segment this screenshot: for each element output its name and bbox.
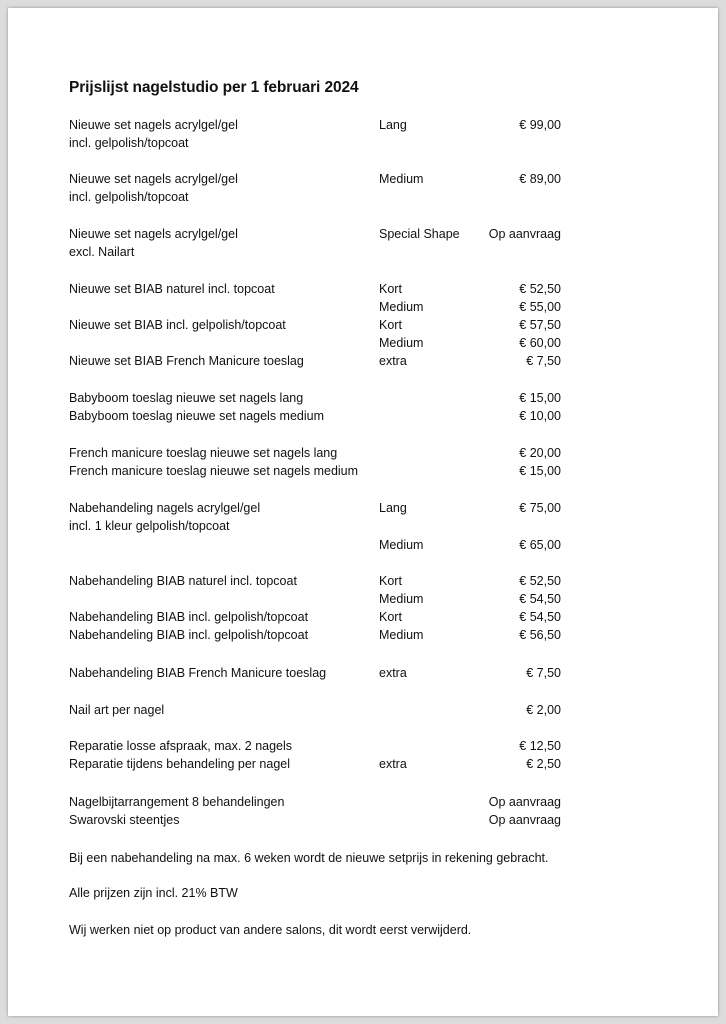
row-price: € 54,50 <box>519 592 561 606</box>
row-variant: extra <box>379 666 407 680</box>
row-description: excl. Nailart <box>69 245 135 259</box>
row-price: € 65,00 <box>519 538 561 552</box>
footer-note: Alle prijzen zijn incl. 21% BTW <box>69 886 238 900</box>
row-variant: Kort <box>379 574 402 588</box>
row-description: Nieuwe set nagels acrylgel/gel <box>69 118 238 132</box>
row-variant: Medium <box>379 538 424 552</box>
row-price: € 60,00 <box>519 336 561 350</box>
row-description: Nieuwe set BIAB naturel incl. topcoat <box>69 282 275 296</box>
row-description: French manicure toeslag nieuwe set nagels medium <box>69 464 359 478</box>
row-variant: extra <box>379 354 407 368</box>
row-description: Nagelbijtarrangement 8 behandelingen <box>69 795 285 809</box>
footer-note: Bij een nabehandeling na max. 6 weken wordt de nieuwe setprijs in rekening gebracht. <box>69 851 549 865</box>
row-variant: Kort <box>379 282 402 296</box>
row-description: incl. gelpolish/topcoat <box>69 136 189 150</box>
row-description: Swarovski steentjes <box>69 813 180 827</box>
row-description: Nail art per nagel <box>69 703 165 717</box>
row-price: € 57,50 <box>519 318 561 332</box>
row-price: € 10,00 <box>519 409 561 423</box>
row-description: Babyboom toeslag nieuwe set nagels medium <box>69 409 325 423</box>
row-price: € 75,00 <box>519 501 561 515</box>
row-description: French manicure toeslag nieuwe set nagels lang <box>69 446 338 460</box>
row-description: Reparatie losse afspraak, max. 2 nagels <box>69 739 293 753</box>
footer-note: Wij werken niet op product van andere salons, dit wordt eerst verwijderd. <box>69 923 472 937</box>
row-price: Op aanvraag <box>488 795 561 809</box>
row-price: € 52,50 <box>519 574 561 588</box>
row-variant: Lang <box>379 118 407 132</box>
row-price: € 7,50 <box>526 354 561 368</box>
row-description: Nabehandeling nagels acrylgel/gel <box>69 501 261 515</box>
row-description: Nabehandeling BIAB French Manicure toeslag <box>69 666 327 680</box>
row-variant: Medium <box>379 300 424 314</box>
row-description: Nieuwe set nagels acrylgel/gel <box>69 172 238 186</box>
row-price: € 89,00 <box>519 172 561 186</box>
row-description: Nieuwe set BIAB French Manicure toeslag <box>69 354 304 368</box>
row-price: € 15,00 <box>519 464 561 478</box>
row-variant: Medium <box>379 628 424 642</box>
row-price: € 2,00 <box>526 703 561 717</box>
row-price: € 2,50 <box>526 757 561 771</box>
row-price: € 12,50 <box>519 739 561 753</box>
row-variant: Medium <box>379 336 424 350</box>
row-variant: Medium <box>379 592 424 606</box>
row-price: € 99,00 <box>519 118 561 132</box>
row-description: Nieuwe set nagels acrylgel/gel <box>69 227 238 241</box>
row-description: incl. gelpolish/topcoat <box>69 190 189 204</box>
row-variant: Kort <box>379 610 402 624</box>
row-description: Babyboom toeslag nieuwe set nagels lang <box>69 391 304 405</box>
row-variant: Medium <box>379 172 424 186</box>
row-price: Op aanvraag <box>488 813 561 827</box>
row-description: Reparatie tijdens behandeling per nagel <box>69 757 290 771</box>
row-description: Nabehandeling BIAB incl. gelpolish/topcoat <box>69 628 309 642</box>
row-description: Nabehandeling BIAB incl. gelpolish/topcoat <box>69 610 309 624</box>
row-price: Op aanvraag <box>488 227 561 241</box>
row-variant: extra <box>379 757 407 771</box>
row-price: € 15,00 <box>519 391 561 405</box>
row-variant: Lang <box>379 501 407 515</box>
row-description: incl. 1 kleur gelpolish/topcoat <box>69 519 230 533</box>
row-price: € 52,50 <box>519 282 561 296</box>
row-price: € 54,50 <box>519 610 561 624</box>
row-variant: Kort <box>379 318 402 332</box>
row-description: Nieuwe set BIAB incl. gelpolish/topcoat <box>69 318 286 332</box>
page-title: Prijslijst nagelstudio per 1 februari 2024 <box>69 79 359 96</box>
row-price: € 20,00 <box>519 446 561 460</box>
row-variant: Special Shape <box>379 227 460 241</box>
row-price: € 55,00 <box>519 300 561 314</box>
price-list-page <box>8 8 718 1016</box>
row-price: € 56,50 <box>519 628 561 642</box>
row-price: € 7,50 <box>526 666 561 680</box>
row-description: Nabehandeling BIAB naturel incl. topcoat <box>69 574 297 588</box>
